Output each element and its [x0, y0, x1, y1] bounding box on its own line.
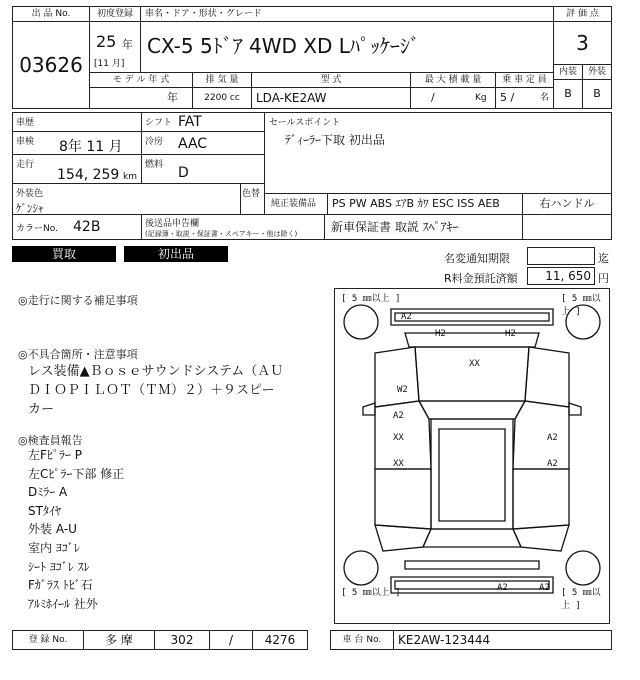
damage-front-bumper: A2	[401, 312, 412, 322]
empty-cell	[522, 214, 612, 240]
tire-front-left	[344, 305, 378, 339]
recycle-value: 11, 650	[527, 267, 595, 285]
roof	[431, 419, 513, 529]
tire-depth-rear-right: [ 5 ㎜以上 ]	[561, 588, 601, 611]
inspector-line: 左Fﾋﾟﾗｰ P	[28, 448, 82, 462]
car-name: CX-5 5ﾄﾞｱ 4WD XD Lﾊﾟｯｹｰｼﾞ	[140, 21, 554, 73]
interior-grade: B	[553, 79, 583, 109]
fuel-cell	[141, 154, 265, 184]
inspector-line: Fｶﾞﾗｽ ﾄﾋﾞ石	[28, 578, 93, 593]
fender-left	[375, 347, 419, 407]
model-year-label: モ デ ル 年 式	[89, 72, 193, 88]
rear-quarter-left	[375, 525, 431, 551]
defect-line: レス装備▲Ｂｏｓｅサウンドシステム（ＡＵ	[28, 364, 284, 379]
exterior-grade-label: 外装	[582, 64, 612, 80]
color-cell	[12, 183, 241, 215]
aftermarket-cell	[141, 214, 325, 240]
tire-depth-front-left: [ 5 ㎜以上 ]	[341, 294, 401, 304]
seats-label: 乗 車 定 員	[495, 72, 554, 88]
equipment-label-cell	[264, 193, 328, 215]
registration-place: 多 摩	[83, 630, 155, 650]
fuel-label: 燃料	[145, 160, 164, 170]
lot-number: 03626	[12, 21, 90, 109]
shift-value: FAT	[178, 114, 202, 130]
color-number: 42B	[73, 219, 101, 235]
handle-position: 右ハンドル	[522, 193, 612, 215]
equipment-label: 純正装備品	[271, 199, 317, 209]
displacement: 2200 cc	[192, 87, 252, 109]
mileage-value: 154, 259	[57, 167, 120, 183]
front-door-right	[513, 401, 569, 469]
color-label: 外装色	[16, 189, 44, 199]
recycle-label: R料金預託済額	[444, 272, 518, 285]
year-unit: 年	[122, 38, 133, 51]
tire-depth-rear-left: [ 5 ㎜以上 ]	[341, 588, 401, 598]
recycle-unit: 円	[598, 272, 609, 285]
sales-point-label: セールスポイント	[269, 118, 341, 128]
buy-button[interactable]: 買取	[12, 246, 116, 262]
displacement-label: 排 気 量	[192, 72, 252, 88]
trunk	[405, 561, 539, 569]
ac-value: AAC	[178, 136, 208, 152]
seats-box	[495, 87, 554, 109]
driving-remarks-title: ◎走行に関する補足事項	[18, 294, 138, 307]
damage-rear-a2-left: A2	[497, 583, 508, 593]
inspector-line: ｱﾙﾐﾎｲｰﾙ 社外	[28, 596, 98, 611]
registration-label: 登 録 No.	[12, 630, 84, 650]
fuel-value: D	[178, 165, 189, 181]
name-change-box	[527, 247, 595, 265]
inspection-cell	[12, 131, 142, 155]
damage-door-xx-left2: XX	[393, 459, 404, 469]
damage-door-a2-left: A2	[393, 411, 404, 421]
documents: 新車保証書 取説 ｽﾍﾟｱｷｰ	[324, 214, 523, 240]
color-change-cell	[240, 183, 265, 215]
car-outline-svg	[335, 289, 609, 623]
damage-fender: W2	[397, 385, 408, 395]
name-change-unit: 迄	[598, 252, 609, 265]
damage-hood: XX	[469, 359, 480, 369]
rear-door-left	[375, 469, 431, 529]
inspector-line: 外装 A-U	[28, 522, 77, 537]
color-number-cell	[12, 214, 142, 240]
defect-line: ＤＩＯＰＩＬＯＴ（ＴＭ）２）＋９スピー	[28, 383, 275, 398]
chassis-label: 車 台 No.	[330, 630, 394, 650]
sales-point-cell	[264, 112, 612, 194]
equipment-value: PS PW ABS ｴｱB ｶﾜ ESC ISS AEB	[327, 193, 523, 215]
grade-label: 評 価 点	[553, 6, 612, 22]
mileage-label: 走行	[16, 160, 35, 170]
inspector-line: 室内 ﾖｺﾞﾚ	[28, 540, 80, 555]
color-change-label: 色替	[242, 189, 261, 199]
mileage-cell	[12, 154, 142, 184]
seats-value: 5 /	[500, 91, 515, 104]
tire-rear-right	[566, 551, 600, 585]
inspection-label: 車検	[16, 137, 35, 147]
damage-h2-right: H2	[505, 329, 516, 339]
damage-h2-left: H2	[435, 329, 446, 339]
shift-label: シフト	[145, 118, 173, 128]
rear-quarter-right	[513, 525, 569, 551]
front-bumper	[391, 309, 553, 325]
inspector-line: STﾀｲﾔ	[28, 503, 61, 518]
grade: 3	[553, 21, 612, 65]
registration-class: 302	[154, 630, 210, 650]
defect-lines	[28, 362, 324, 419]
first-registration-month: [11 月]	[94, 59, 125, 69]
defect-line: カー	[28, 402, 55, 417]
damage-door-a2-right2: A2	[547, 459, 558, 469]
name-change-label: 名変通知期限	[444, 252, 510, 265]
ac-cell	[141, 131, 265, 155]
car-diagram	[334, 288, 610, 624]
model-type: LDA-KE2AW	[251, 87, 411, 109]
inspector-line: ｼｰﾄ ﾖｺﾞﾚ ｽﾚ	[28, 559, 90, 574]
aftermarket-note: (記録簿・取説・保証書・スペアキー・他は除く)	[145, 230, 298, 238]
max-load-value: /	[431, 91, 435, 104]
inspector-line: 左Cﾋﾟﾗｰ下部 修正	[28, 466, 125, 481]
fender-right	[525, 347, 569, 407]
sales-point: ﾃﾞｨｰﾗｰ下取 初出品	[285, 133, 385, 147]
registration-number: 4276	[252, 630, 308, 650]
model-year-unit: 年	[89, 87, 193, 109]
tire-depth-front-right: [ 5 ㎜以上 ]	[561, 294, 601, 317]
history-cell	[12, 112, 142, 132]
history-label: 車歴	[16, 118, 35, 128]
color-value: ｹﾞﾝｼｬ	[16, 202, 44, 215]
inspector-lines	[28, 446, 124, 613]
seats-unit: 名	[540, 93, 550, 103]
first-listing-button[interactable]: 初出品	[124, 246, 228, 262]
lot-number-label: 出 品 No.	[12, 6, 90, 22]
chassis-number: KE2AW-123444	[393, 630, 612, 650]
damage-rear-a2-right: A2	[539, 583, 550, 593]
shift-cell	[141, 112, 265, 132]
inspector-line: Dﾐﾗｰ A	[28, 485, 68, 500]
damage-door-xx-left: XX	[393, 433, 404, 443]
first-registration-box	[89, 21, 141, 73]
inspector-report-title: ◎検査員報告	[18, 434, 83, 447]
mileage-unit: km	[123, 172, 137, 182]
defect-title: ◎不具合箇所・注意事項	[18, 348, 138, 361]
first-registration-label: 初度登録	[89, 6, 141, 22]
car-name-label: 車名・ドア・形状・グレード	[140, 6, 554, 22]
damage-door-a2-right: A2	[547, 433, 558, 443]
max-load-label: 最 大 積 載 量	[410, 72, 496, 88]
aftermarket-label: 後送品申告欄	[145, 219, 200, 229]
type-label: 型 式	[251, 72, 411, 88]
hood	[415, 347, 529, 401]
ac-label: 冷房	[145, 137, 164, 147]
rear-door-right	[513, 469, 569, 529]
interior-grade-label: 内装	[553, 64, 583, 80]
rear-bumper	[391, 577, 553, 593]
first-registration-year: 25	[96, 32, 117, 51]
registration-kana: /	[209, 630, 253, 650]
exterior-grade: B	[582, 79, 612, 109]
max-load-box	[410, 87, 496, 109]
tire-rear-left	[344, 551, 378, 585]
max-load-unit: Kg	[475, 93, 487, 103]
color-number-label: カラーNo.	[16, 224, 58, 234]
inspection-value: 8年 11 月	[59, 139, 123, 155]
